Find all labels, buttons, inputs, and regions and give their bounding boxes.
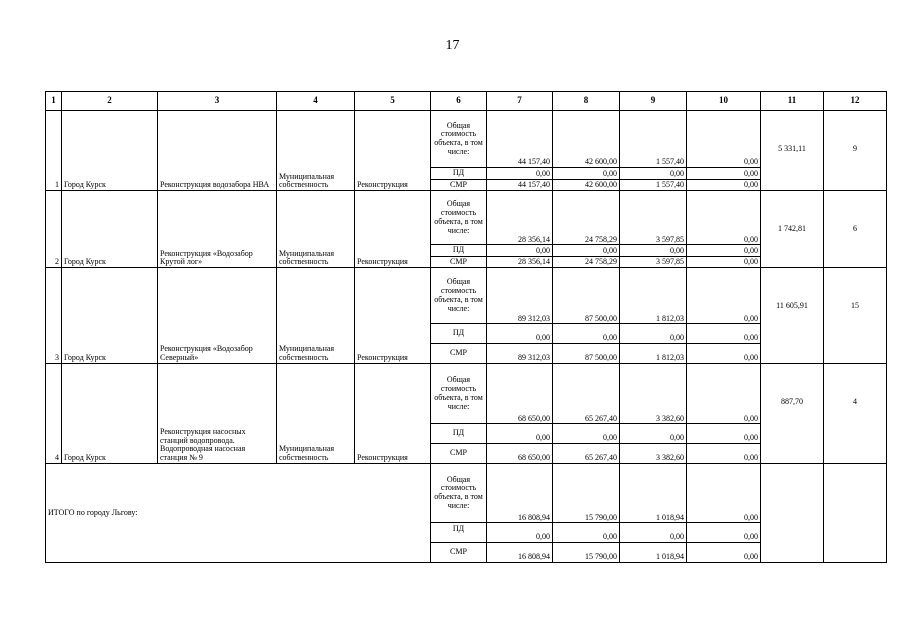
cost-label: Общая стоимость объекта, в том числе: — [431, 364, 487, 424]
col11-cell: 11 605,91 — [761, 268, 824, 364]
header-cell: 8 — [553, 92, 620, 111]
value-cell: 0,00 — [687, 543, 761, 563]
header-cell: 9 — [620, 92, 687, 111]
value-cell: 16 808,94 — [487, 463, 553, 522]
value-cell: 28 356,14 — [487, 256, 553, 267]
value-cell: 87 500,00 — [553, 268, 620, 324]
header-cell: 1 — [46, 92, 62, 111]
value-cell: 0,00 — [687, 364, 761, 424]
work-type-cell: Реконструкция — [355, 268, 431, 364]
value-cell: 42 600,00 — [553, 111, 620, 168]
value-cell: 0,00 — [687, 268, 761, 324]
value-cell: 1 557,40 — [620, 179, 687, 190]
object-cell: Реконструкция «Водозабор Северный» — [158, 268, 277, 364]
value-cell: 0,00 — [687, 324, 761, 344]
ownership-cell: Муниципальная собственность — [277, 268, 355, 364]
ownership-cell: Муниципальная собственность — [277, 364, 355, 464]
header-cell: 12 — [824, 92, 887, 111]
smr-label: СМР — [431, 179, 487, 190]
value-cell: 3 382,60 — [620, 444, 687, 464]
col11-cell — [761, 463, 824, 562]
smr-label: СМР — [431, 444, 487, 464]
value-cell: 68 650,00 — [487, 444, 553, 464]
value-cell: 0,00 — [487, 168, 553, 179]
value-cell: 15 790,00 — [553, 543, 620, 563]
value-cell: 24 758,29 — [553, 191, 620, 245]
value-cell: 0,00 — [620, 245, 687, 256]
pd-label: ПД — [431, 424, 487, 444]
value-cell: 1 557,40 — [620, 111, 687, 168]
smr-label: СМР — [431, 344, 487, 364]
value-cell: 0,00 — [620, 168, 687, 179]
work-type-cell: Реконструкция — [355, 191, 431, 268]
value-cell: 0,00 — [687, 444, 761, 464]
value-cell: 89 312,03 — [487, 344, 553, 364]
value-cell: 0,00 — [620, 324, 687, 344]
object-cell: Реконструкция «Водозабор Крутой лог» — [158, 191, 277, 268]
object-cell: Реконструкция насосных станций водопровода. Водопроводная насосная станция № 9 — [158, 364, 277, 464]
value-cell: 0,00 — [487, 424, 553, 444]
value-cell: 1 812,03 — [620, 268, 687, 324]
header-cell: 2 — [62, 92, 158, 111]
city-cell: Город Курск — [62, 364, 158, 464]
city-cell: Город Курск — [62, 111, 158, 191]
smr-label: СМР — [431, 543, 487, 563]
value-cell: 65 267,40 — [553, 364, 620, 424]
row-number: 4 — [46, 364, 62, 464]
value-cell: 0,00 — [553, 168, 620, 179]
value-cell: 68 650,00 — [487, 364, 553, 424]
total-row — [46, 463, 887, 522]
value-cell: 28 356,14 — [487, 191, 553, 245]
city-cell: Город Курск — [62, 268, 158, 364]
col12-cell: 9 — [824, 111, 887, 191]
value-cell: 89 312,03 — [487, 268, 553, 324]
smr-label: СМР — [431, 256, 487, 267]
value-cell: 0,00 — [687, 168, 761, 179]
table-row — [46, 111, 887, 168]
row-number: 2 — [46, 191, 62, 268]
value-cell: 0,00 — [487, 523, 553, 543]
col12-cell — [824, 463, 887, 562]
pd-label: ПД — [431, 523, 487, 543]
value-cell: 0,00 — [553, 523, 620, 543]
value-cell: 0,00 — [687, 344, 761, 364]
value-cell: 3 382,60 — [620, 364, 687, 424]
header-cell: 11 — [761, 92, 824, 111]
header-cell: 5 — [355, 92, 431, 111]
value-cell: 44 157,40 — [487, 111, 553, 168]
work-type-cell: Реконструкция — [355, 111, 431, 191]
value-cell: 16 808,94 — [487, 543, 553, 563]
pd-label: ПД — [431, 324, 487, 344]
table-row — [46, 191, 887, 245]
value-cell: 1 812,03 — [620, 344, 687, 364]
pd-label: ПД — [431, 168, 487, 179]
page-number: 17 — [445, 38, 460, 53]
value-cell: 0,00 — [687, 256, 761, 267]
col12-cell: 15 — [824, 268, 887, 364]
value-cell: 24 758,29 — [553, 256, 620, 267]
col11-cell: 1 742,81 — [761, 191, 824, 268]
value-cell: 0,00 — [687, 463, 761, 522]
header-cell: 6 — [431, 92, 487, 111]
value-cell: 0,00 — [687, 424, 761, 444]
col12-cell: 6 — [824, 191, 887, 268]
total-label: ИТОГО по городу Льгову: — [46, 463, 431, 562]
header-cell: 4 — [277, 92, 355, 111]
row-number: 1 — [46, 111, 62, 191]
row-number: 3 — [46, 268, 62, 364]
value-cell: 3 597,85 — [620, 191, 687, 245]
investment-table — [45, 91, 887, 563]
header-row — [46, 92, 887, 111]
header-cell: 10 — [687, 92, 761, 111]
pd-label: ПД — [431, 245, 487, 256]
col11-cell: 5 331,11 — [761, 111, 824, 191]
cost-label: Общая стоимость объекта, в том числе: — [431, 191, 487, 245]
header-cell: 3 — [158, 92, 277, 111]
value-cell: 44 157,40 — [487, 179, 553, 190]
value-cell: 0,00 — [487, 245, 553, 256]
table-row — [46, 268, 887, 324]
value-cell: 0,00 — [620, 523, 687, 543]
cost-label: Общая стоимость объекта, в том числе: — [431, 463, 487, 522]
value-cell: 15 790,00 — [553, 463, 620, 522]
value-cell: 1 018,94 — [620, 463, 687, 522]
value-cell: 0,00 — [687, 179, 761, 190]
value-cell: 0,00 — [687, 191, 761, 245]
work-type-cell: Реконструкция — [355, 364, 431, 464]
value-cell: 0,00 — [487, 324, 553, 344]
value-cell: 0,00 — [553, 245, 620, 256]
value-cell: 65 267,40 — [553, 444, 620, 464]
cost-label: Общая стоимость объекта, в том числе: — [431, 111, 487, 168]
value-cell: 0,00 — [687, 111, 761, 168]
ownership-cell: Муниципальная собственность — [277, 191, 355, 268]
col12-cell: 4 — [824, 364, 887, 464]
value-cell: 0,00 — [687, 245, 761, 256]
cost-label: Общая стоимость объекта, в том числе: — [431, 268, 487, 324]
value-cell: 0,00 — [553, 424, 620, 444]
value-cell: 42 600,00 — [553, 179, 620, 190]
object-cell: Реконструкция водозабора НВА — [158, 111, 277, 191]
value-cell: 87 500,00 — [553, 344, 620, 364]
value-cell: 1 018,94 — [620, 543, 687, 563]
value-cell: 3 597,85 — [620, 256, 687, 267]
ownership-cell: Муниципальная собственность — [277, 111, 355, 191]
value-cell: 0,00 — [553, 324, 620, 344]
value-cell: 0,00 — [687, 523, 761, 543]
header-cell: 7 — [487, 92, 553, 111]
city-cell: Город Курск — [62, 191, 158, 268]
col11-cell: 887,70 — [761, 364, 824, 464]
table-row — [46, 364, 887, 424]
value-cell: 0,00 — [620, 424, 687, 444]
